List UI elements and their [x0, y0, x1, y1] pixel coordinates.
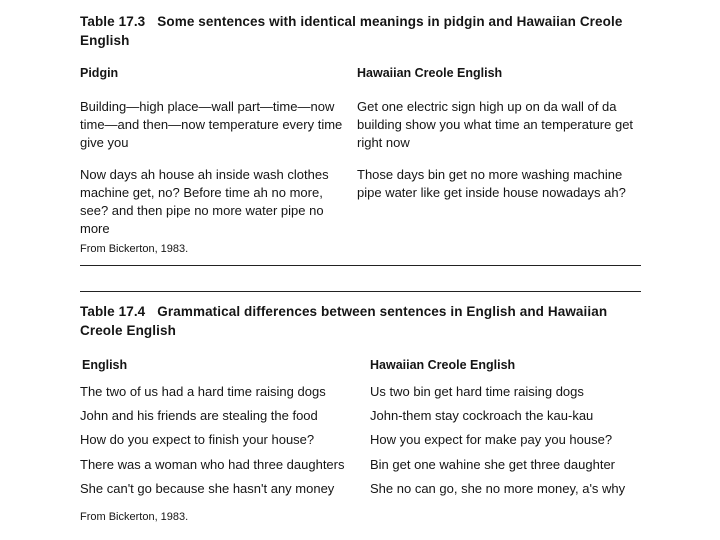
english-cell: How do you expect to finish your house?: [80, 432, 315, 447]
hce-cell: Bin get one wahine she get three daughter: [370, 457, 616, 472]
table-number: Table 17.4: [80, 304, 146, 319]
english-cell: She can't go because she hasn't any money: [80, 481, 335, 496]
column-header-hce: Hawaiian Creole English: [370, 358, 516, 372]
pidgin-cell-1: Building—high place—wall part—time—now time—and then—now temperature every time give you: [80, 99, 343, 150]
table-17-4-caption: [80, 302, 645, 340]
table-17-3-caption: [80, 12, 645, 50]
hce-cell: John-them stay cockroach the kau-kau: [370, 408, 594, 423]
english-cell: John and his friends are stealing the food: [80, 408, 318, 423]
table-title: Some sentences with identical meanings in pidgin and Hawaiian Creole English: [80, 14, 623, 48]
table-row: [80, 407, 645, 431]
table-title: Grammatical differences between sentences in English and Hawaiian Creole English: [80, 304, 608, 338]
hce-cell: Us two bin get hard time raising dogs: [370, 384, 584, 399]
hce-cell-1: Get one electric sign high up on da wall of da building show you what time an temperature get right now: [357, 99, 634, 150]
table-row: [80, 456, 645, 480]
column-header-pidgin: Pidgin: [80, 66, 119, 80]
table-number: Table 17.3: [80, 14, 146, 29]
hce-cell: How you expect for make pay you house?: [370, 432, 613, 447]
column-header-english: English: [82, 358, 128, 372]
table-17-3-source: From Bickerton, 1983.: [80, 243, 189, 255]
hce-cell: She no can go, she no more money, a's why: [370, 481, 626, 496]
english-cell: There was a woman who had three daughters: [80, 457, 345, 472]
english-cell: The two of us had a hard time raising dogs: [80, 384, 326, 399]
table-17-4-source: From Bickerton, 1983.: [80, 511, 189, 523]
table-row: [80, 431, 645, 455]
table-divider-bottom: [80, 291, 641, 292]
hce-cell-2: Those days bin get no more washing machine pipe water like get inside house nowadays ah?: [357, 167, 626, 200]
pidgin-cell-2: Now days ah house ah inside wash clothes machine get, no? Before time ah no more, see? and then pipe no more water pipe no more: [80, 167, 329, 236]
column-header-hce: Hawaiian Creole English: [357, 66, 503, 80]
table-row: [80, 480, 645, 504]
table-row: [80, 383, 645, 407]
table-divider-top: [80, 265, 641, 266]
